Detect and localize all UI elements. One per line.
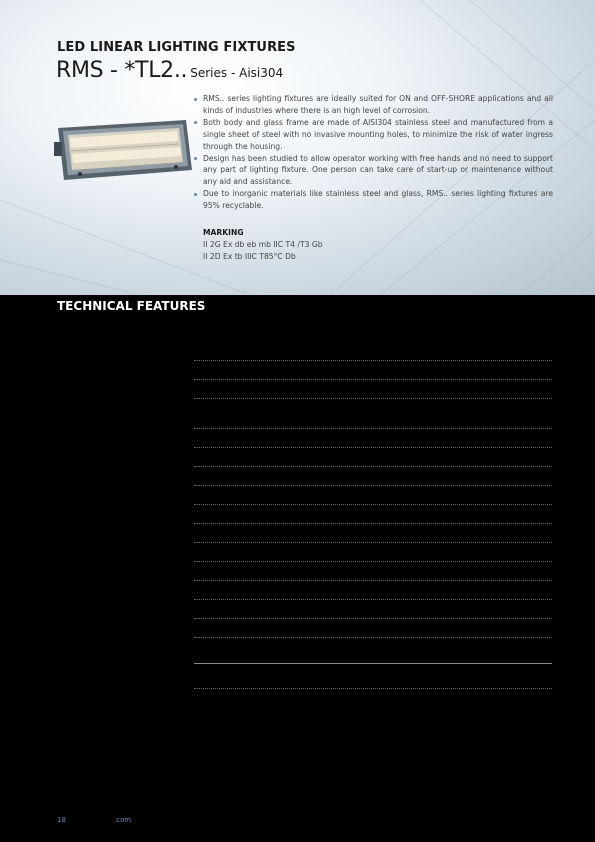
table-divider	[194, 398, 552, 399]
table-divider	[194, 688, 552, 689]
feature-bullet-list	[193, 93, 553, 212]
table-divider	[194, 599, 552, 600]
table-divider	[194, 542, 552, 543]
feature-bullet: Both body and glass frame are made of AISI304 stainless steel and manufactured from a single sheet of steel with no invasive mounting holes, to minimize the risk of water ingress through the housing.	[193, 117, 553, 153]
table-divider	[194, 504, 552, 505]
table-divider	[194, 360, 552, 361]
table-divider	[194, 447, 552, 448]
product-series: Series - Aisi304	[190, 66, 284, 80]
table-divider	[194, 637, 552, 638]
product-title	[56, 58, 283, 83]
feature-bullet: Due to inorganic materials like stainless steel and glass, RMS.. series lighting fixtures are 95% recyclable.	[193, 188, 553, 212]
feature-bullet: Design has been studied to allow operator working with free hands and no need to support any part of lighting fixture. One person can take care of start-up or maintenance without any aid and assistance.	[193, 153, 553, 189]
page-number: 18	[57, 816, 66, 824]
marking-block	[203, 227, 323, 263]
product-image	[54, 118, 194, 182]
table-divider	[194, 466, 552, 467]
marking-title: MARKING	[203, 228, 244, 237]
table-divider	[194, 580, 552, 581]
table-divider	[194, 379, 552, 380]
table-divider	[194, 485, 552, 486]
table-divider	[194, 663, 552, 664]
table-divider	[194, 428, 552, 429]
header-banner	[0, 0, 595, 295]
product-category: LED LINEAR LIGHTING FIXTURES	[57, 40, 296, 55]
table-divider	[194, 523, 552, 524]
marking-line: II 2D Ex tb IIIC T85°C Db	[203, 252, 296, 261]
footer-domain: .com	[114, 816, 132, 824]
product-model: RMS - *TL2..	[56, 58, 188, 83]
feature-bullet: RMS.. series lighting fixtures are ideally suited for ON and OFF-SHORE applications and all kinds of industries where there is an high level of corrosion.	[193, 93, 553, 117]
table-divider	[194, 618, 552, 619]
marking-line: II 2G Ex db eb mb IIC T4 /T3 Gb	[203, 240, 323, 249]
table-divider	[194, 561, 552, 562]
technical-features-title: TECHNICAL FEATURES	[57, 299, 206, 313]
